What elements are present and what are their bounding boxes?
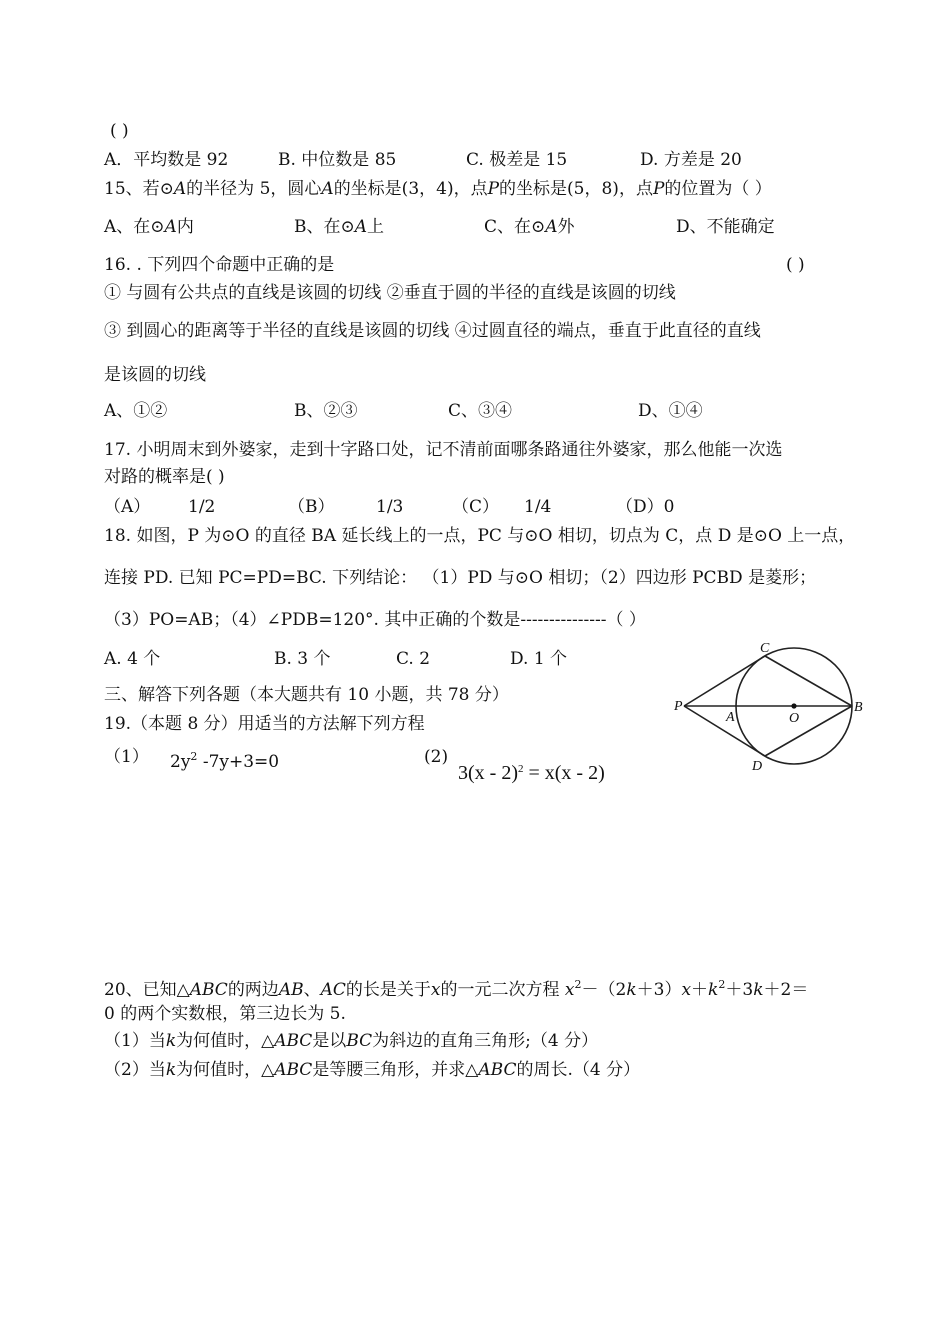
q20-v2: AB: [278, 980, 304, 1000]
q15-var-2: A: [321, 179, 334, 199]
label-d: D: [752, 759, 763, 774]
q18-option-c: C. 2: [396, 649, 431, 669]
label-p: P: [674, 699, 683, 714]
q15-option-a-pre: A、在⊙: [104, 217, 165, 237]
q17-option-a-value: 1/2: [188, 497, 216, 517]
q15-option-c-pre: C、在⊙: [484, 217, 546, 237]
q15-option-d: D、不能确定: [676, 217, 775, 237]
q16-bracket: ( ): [786, 255, 805, 275]
q20-s1: 20、已知△: [104, 980, 190, 1000]
q17-option-c-value: 1/4: [524, 497, 552, 517]
q20-s7: ＋3）: [636, 980, 682, 1000]
q14-option-c: C. 极差是 15: [466, 150, 568, 170]
q14-option-d: D. 方差是 20: [640, 150, 742, 170]
q20-stem-line-2: 0 的两个实数根，第三边长为 5.: [104, 1004, 346, 1024]
q16-line-2: ③ 到圆心的距离等于半径的直线是该圆的切线 ④过圆直径的端点，垂直于此直径的直线: [104, 321, 761, 341]
q15-text-4: 的坐标是(5，8)，点: [499, 179, 653, 199]
q20-s5: 的一元二次方程: [440, 980, 560, 1000]
q18-line-3: （3）PO=AB；（4）∠PDB=120°. 其中正确的个数是---------------（ ）: [104, 610, 646, 630]
q19-part-1-label: （1）: [104, 747, 149, 767]
q15-option-a-var: A: [164, 217, 177, 237]
q16-stem: 16. . 下列四个命题中正确的是: [104, 255, 335, 275]
q20-s2: 的两边: [227, 980, 279, 1000]
q17-option-c-label: （C）: [452, 497, 500, 517]
q20-p2-c: 是等腰三角形，并求△: [312, 1060, 479, 1080]
q20-part-1: [104, 1030, 598, 1052]
q15-option-a: [104, 216, 194, 238]
section-3-heading: 三、解答下列各题（本大题共有 10 小题，共 78 分）: [104, 685, 509, 705]
q15-text-2: 的半径为 5，圆心: [186, 179, 322, 199]
q20-p2-k: k: [165, 1060, 177, 1080]
q15-option-c: [484, 216, 575, 238]
q20-s9: ＋3: [725, 980, 754, 1000]
q20-p2-d: 的周长.（4 分）: [516, 1060, 641, 1080]
line-pc: [684, 656, 765, 706]
q17-option-b-label: （B）: [288, 497, 335, 517]
q20-sup2: 2: [718, 978, 726, 991]
q20-p2-a: （2）当: [104, 1060, 166, 1080]
q20-v8: k: [708, 980, 719, 1000]
q20-s4: 的长是关于: [345, 980, 431, 1000]
q19-eq1-b: -7y+3=0: [197, 752, 280, 772]
q19-part-2-label: (2): [424, 747, 449, 767]
label-c: C: [760, 641, 770, 656]
q15-var-3: P: [487, 179, 500, 199]
q15-option-a-post: 内: [176, 217, 194, 237]
q19-part-1-equation: [170, 746, 279, 773]
label-o: O: [789, 711, 800, 726]
q15-text-1: 15、若⊙: [104, 179, 174, 199]
q16-option-d: D、①④: [638, 401, 703, 421]
center-dot: [791, 703, 796, 708]
q14-bracket: ( ): [110, 121, 129, 141]
q18-option-b: B. 3 个: [274, 649, 331, 669]
label-b: B: [854, 700, 863, 715]
q20-sup1: 2: [574, 978, 582, 991]
q20-v6: k: [626, 980, 637, 1000]
q18-option-a: A. 4 个: [104, 649, 161, 669]
q20-p1-k: k: [165, 1031, 177, 1051]
q15-option-c-post: 外: [557, 217, 575, 237]
q20-p1-bc: BC: [346, 1031, 373, 1051]
q15-var-1: A: [173, 179, 187, 199]
q16-option-a: A、①②: [104, 401, 168, 421]
q20-s10: ＋2＝: [763, 980, 809, 1000]
q16-line-3: 是该圆的切线: [104, 365, 206, 385]
q20-p1-c: 是以: [312, 1031, 347, 1051]
q20-s3: 、: [303, 980, 321, 1000]
q19-eq1-a: 2y: [170, 752, 191, 772]
q20-p1-d: 为斜边的直角三角形;（4 分）: [372, 1031, 599, 1051]
q20-p1-abc: ABC: [274, 1031, 313, 1051]
q14-option-b: B. 中位数是 85: [278, 150, 397, 170]
q19-stem: 19.（本题 8 分）用适当的方法解下列方程: [104, 714, 425, 734]
q20-p1-b: 为何值时，△: [176, 1031, 275, 1051]
q16-option-c: C、③④: [448, 401, 513, 421]
q17-line-1: 17. 小明周末到外婆家，走到十字路口处，记不清前面哪条路通往外婆家，那么他能一次选: [104, 440, 783, 460]
q17-line-2: 对路的概率是( ): [104, 467, 225, 487]
q17-option-b-value: 1/3: [376, 497, 404, 517]
q20-v7: x: [681, 980, 692, 1000]
q15-text-3: 的坐标是(3，4)，点: [333, 179, 488, 199]
q15-stem: [104, 178, 772, 200]
q19-part-2-equation: [458, 758, 605, 784]
geometry-figure: [670, 638, 870, 778]
q20-v3: AC: [320, 980, 346, 1000]
q20-p1-a: （1）当: [104, 1031, 166, 1051]
q18-option-d: D. 1 个: [510, 649, 568, 669]
q19-eq2-a: 3(x - 2): [458, 762, 518, 784]
q16-option-b: B、②③: [294, 401, 358, 421]
q16-line-1: ① 与圆有公共点的直线是该圆的切线 ②垂直于圆的半径的直线是该圆的切线: [104, 283, 676, 303]
q20-p2-abc2: ABC: [478, 1060, 517, 1080]
line-db: [765, 706, 852, 756]
q19-eq1-sup: 2: [190, 750, 198, 763]
q15-option-b-post: 上: [367, 217, 385, 237]
line-pd: [684, 706, 765, 756]
q17-option-d: （D）0: [616, 497, 675, 517]
q15-var-4: P: [652, 179, 665, 199]
q15-text-5: 的位置为（ ）: [664, 179, 772, 199]
q18-line-2: 连接 PD. 已知 PC=PD=BC. 下列结论： （1）PD 与⊙O 相切；（2）四边形 PCBD 是菱形；: [104, 568, 817, 588]
q15-option-b-var: A: [354, 217, 368, 237]
q20-p2-abc: ABC: [274, 1060, 313, 1080]
q20-v4: x: [430, 980, 441, 1000]
q17-option-a-label: （A）: [104, 497, 151, 517]
q15-option-b-pre: B、在⊙: [294, 217, 355, 237]
q18-line-1: 18. 如图，P 为⊙O 的直径 BA 延长线上的一点，PC 与⊙O 相切，切点为 C，点 D 是⊙O 上一点，: [104, 526, 856, 546]
q20-s6: －（2: [581, 980, 627, 1000]
label-a: A: [726, 710, 735, 725]
q15-option-c-var: A: [545, 217, 558, 237]
q20-stem-line-1: [104, 974, 808, 1001]
q20-v9: k: [753, 980, 764, 1000]
q15-option-b: [294, 216, 384, 238]
q20-part-2: [104, 1059, 640, 1081]
q20-v5: x: [564, 980, 575, 1000]
line-cb: [765, 656, 852, 706]
q20-v1: ABC: [189, 980, 228, 1000]
q19-eq2-b: = x(x - 2): [523, 762, 605, 784]
q14-option-a: A．平均数是 92: [104, 150, 229, 170]
q20-s8: ＋: [691, 980, 709, 1000]
q19-eq2-sup: 2: [517, 763, 524, 775]
q20-p2-b: 为何值时，△: [176, 1060, 275, 1080]
